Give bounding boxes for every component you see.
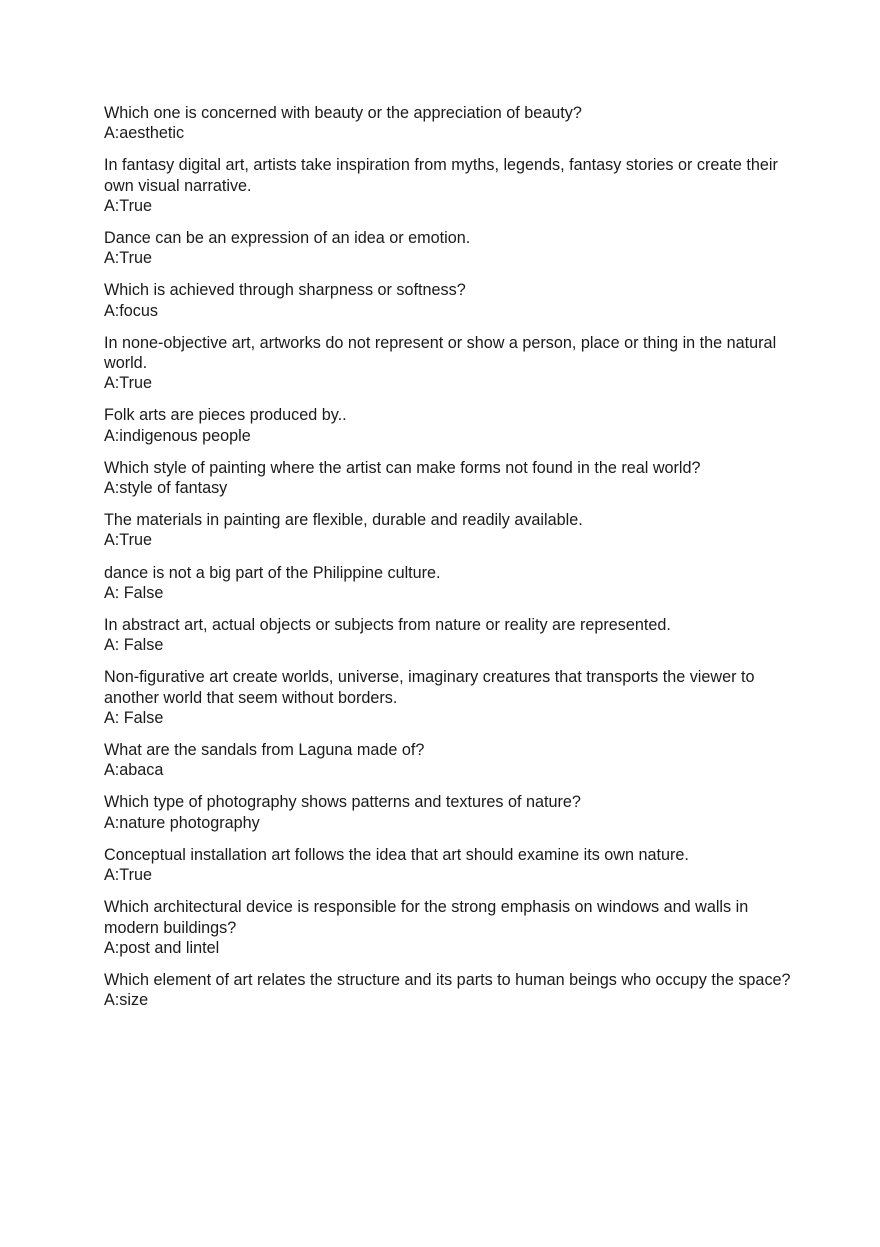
qa-item bbox=[104, 458, 794, 498]
answer-text: A:indigenous people bbox=[104, 426, 251, 445]
qa-item bbox=[104, 510, 794, 550]
qa-item bbox=[104, 333, 794, 394]
question-text: In abstract art, actual objects or subjects from nature or reality are represented. bbox=[104, 616, 671, 635]
question-text: Which architectural device is responsible for the strong emphasis on windows and walls in modern buildings? bbox=[104, 898, 749, 937]
qa-item bbox=[104, 615, 794, 655]
question-text: Folk arts are pieces produced by.. bbox=[104, 406, 347, 425]
question-text: Conceptual installation art follows the idea that art should examine its own nature. bbox=[104, 845, 689, 864]
question-text: Which type of photography shows patterns and textures of nature? bbox=[104, 793, 581, 812]
answer-text: A:style of fantasy bbox=[104, 479, 228, 498]
qa-item bbox=[104, 103, 794, 143]
question-text: Non-figurative art create worlds, universe, imaginary creatures that transports the viewer to another world that seem without borders. bbox=[104, 668, 755, 707]
answer-text: A:True bbox=[104, 249, 152, 268]
answer-text: A:size bbox=[104, 991, 149, 1010]
qa-item bbox=[104, 280, 794, 320]
question-text: Which element of art relates the structure and its parts to human beings who occupy the space? bbox=[104, 970, 791, 989]
answer-text: A:aesthetic bbox=[104, 124, 185, 143]
qa-item bbox=[104, 405, 794, 445]
answer-text: A: False bbox=[104, 583, 164, 602]
question-text: Which one is concerned with beauty or the appreciation of beauty? bbox=[104, 104, 582, 122]
answer-text: A:True bbox=[104, 196, 152, 215]
question-text: Which style of painting where the artist can make forms not found in the real world? bbox=[104, 458, 701, 477]
answer-text: A:focus bbox=[104, 301, 158, 320]
answer-text: A:True bbox=[104, 374, 152, 393]
qa-item bbox=[104, 792, 794, 832]
qa-item bbox=[104, 228, 794, 268]
answer-text: A:True bbox=[104, 531, 152, 550]
question-text: Which is achieved through sharpness or softness? bbox=[104, 281, 466, 300]
qa-item bbox=[104, 563, 794, 603]
answer-text: A: False bbox=[104, 636, 164, 655]
qa-item bbox=[104, 845, 794, 885]
answer-text: A:post and lintel bbox=[104, 938, 220, 957]
qa-item bbox=[104, 667, 794, 728]
answer-text: A:abaca bbox=[104, 761, 164, 780]
document-page bbox=[104, 103, 794, 1022]
qa-item bbox=[104, 897, 794, 958]
question-text: What are the sandals from Laguna made of? bbox=[104, 741, 425, 760]
answer-text: A:True bbox=[104, 866, 152, 885]
question-text: The materials in painting are flexible, durable and readily available. bbox=[104, 511, 583, 530]
question-text: In none-objective art, artworks do not represent or show a person, place or thing in the natural world. bbox=[104, 333, 777, 373]
qa-item bbox=[104, 155, 794, 216]
answer-text: A:nature photography bbox=[104, 813, 260, 832]
qa-item bbox=[104, 970, 794, 1010]
answer-text: A: False bbox=[104, 708, 164, 727]
qa-item bbox=[104, 740, 794, 780]
question-text: Dance can be an expression of an idea or emotion. bbox=[104, 229, 471, 248]
question-text: dance is not a big part of the Philippine culture. bbox=[104, 563, 441, 582]
question-text: In fantasy digital art, artists take inspiration from myths, legends, fantasy stories or create their own visual narrative. bbox=[104, 156, 778, 195]
